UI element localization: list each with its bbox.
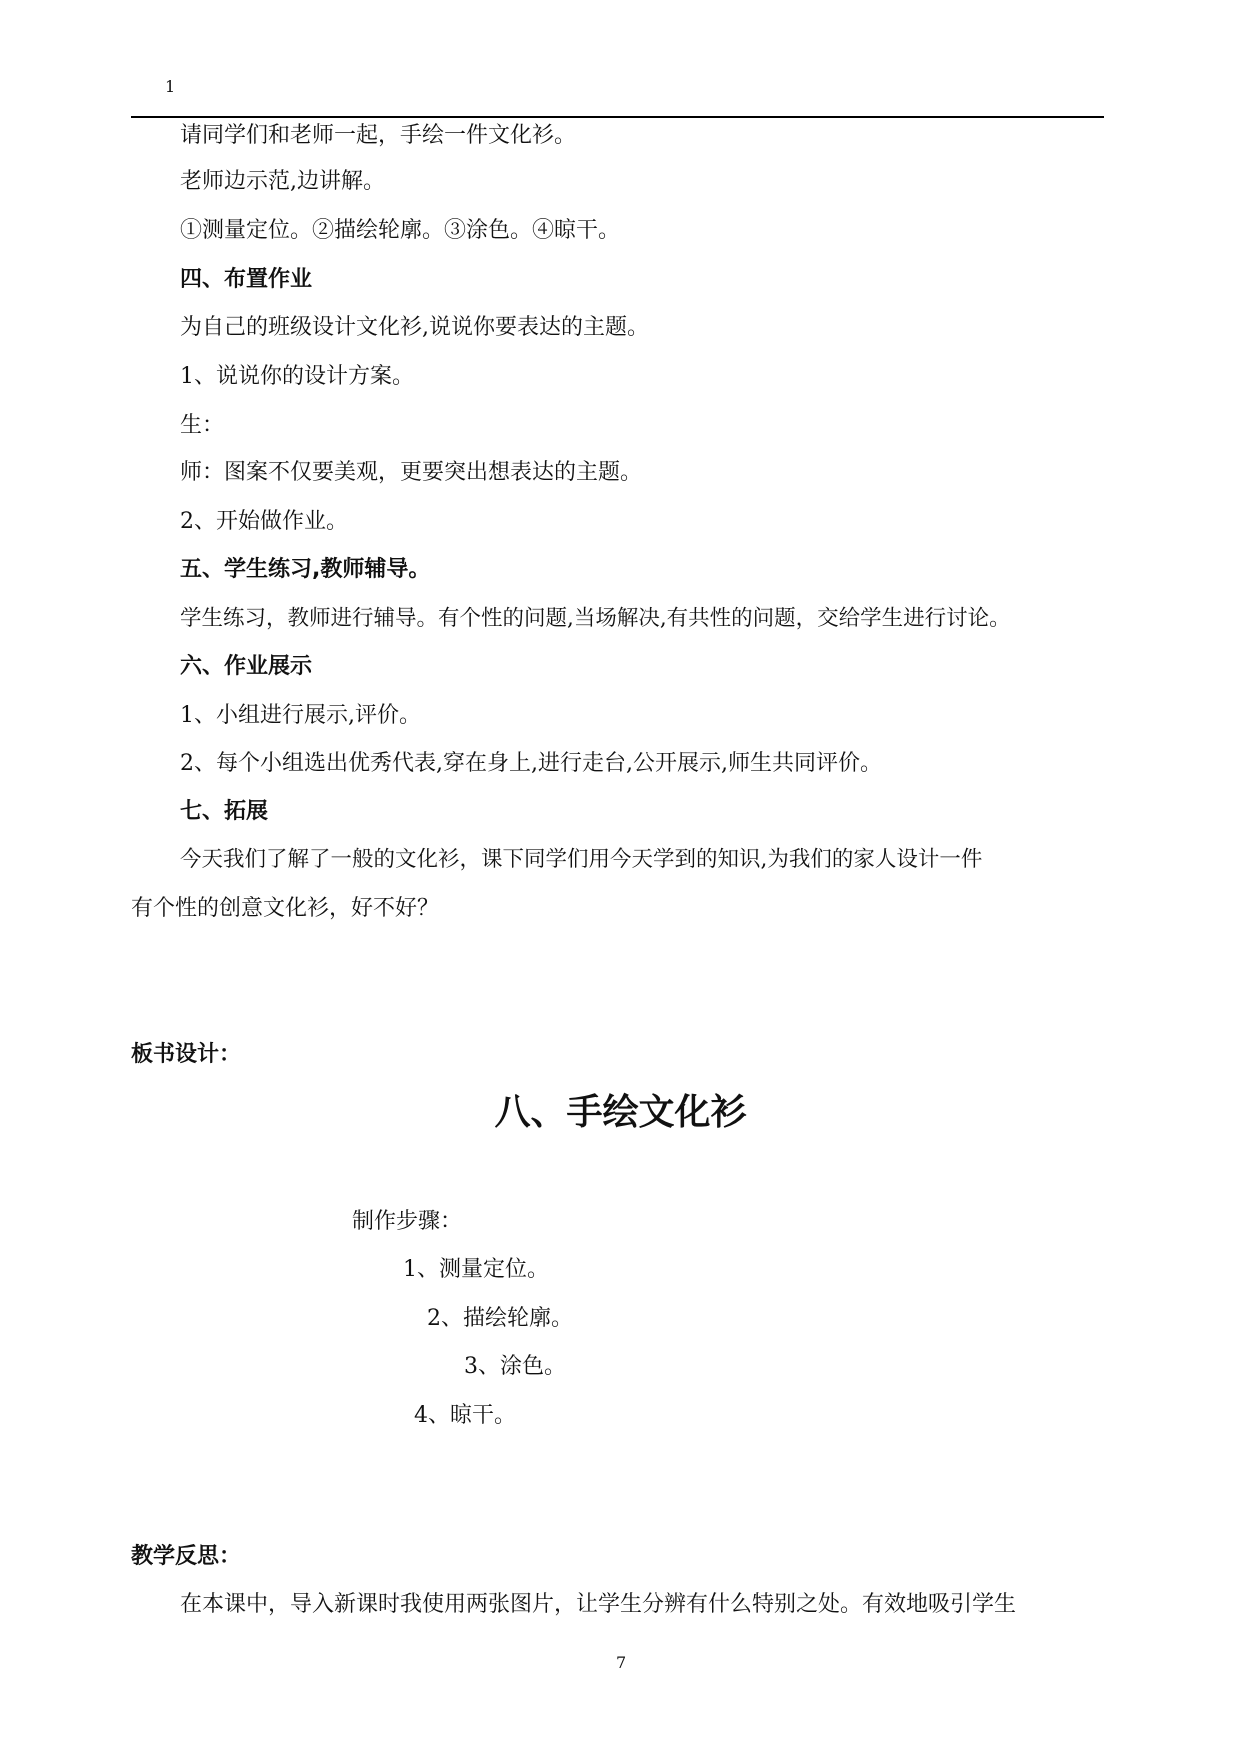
body-line-14: 2、每个小组选出优秀代表,穿在身上,进行走台,公开展示,师生共同评价。 — [180, 751, 882, 776]
body-line-16a: 今天我们了解了一般的文化衫，课下同学们用今天学到的知识,为我们的家人设计一件 — [180, 847, 983, 872]
section-heading-7: 七、拓展 — [180, 799, 269, 824]
body-line-8: 师：图案不仅要美观，更要突出想表达的主题。 — [180, 460, 643, 485]
page-number: 7 — [616, 1653, 627, 1672]
body-line-7: 生： — [180, 413, 225, 438]
section-heading-5: 五、学生练习,教师辅导。 — [180, 557, 431, 582]
body-line-2: 老师边示范,边讲解。 — [180, 169, 385, 194]
body-line-6: 1、说说你的设计方案。 — [180, 364, 414, 389]
steps-label: 制作步骤： — [352, 1209, 463, 1234]
section-heading-4: 四、布置作业 — [180, 267, 313, 292]
body-line-11: 学生练习，教师进行辅导。有个性的问题,当场解决,有共性的问题，交给学生进行讨论。 — [180, 606, 1011, 631]
body-line-9: 2、开始做作业。 — [180, 509, 348, 534]
step-3: 3、涂色。 — [464, 1354, 566, 1379]
reflection-label: 教学反思： — [131, 1544, 242, 1569]
board-title: 八、手绘文化衫 — [494, 1092, 747, 1133]
body-line-3: ①测量定位。②描绘轮廓。③涂色。④晾干。 — [180, 218, 621, 243]
page-marker: 1 — [165, 77, 176, 96]
step-2: 2、描绘轮廓。 — [427, 1306, 573, 1331]
section-heading-6: 六、作业展示 — [180, 654, 313, 679]
body-line-13: 1、小组进行展示,评价。 — [180, 703, 421, 728]
board-design-label: 板书设计： — [131, 1042, 242, 1067]
step-4: 4、晾干。 — [414, 1403, 516, 1428]
step-1: 1、测量定位。 — [403, 1257, 549, 1282]
body-line-5: 为自己的班级设计文化衫,说说你要表达的主题。 — [180, 315, 649, 340]
body-line-1: 请同学们和老师一起，手绘一件文化衫。 — [180, 123, 577, 148]
header-rule — [131, 116, 1104, 118]
reflection-text: 在本课中，导入新课时我使用两张图片，让学生分辨有什么特别之处。有效地吸引学生 — [180, 1592, 1017, 1617]
body-line-16b: 有个性的创意文化衫，好不好？ — [131, 896, 440, 921]
